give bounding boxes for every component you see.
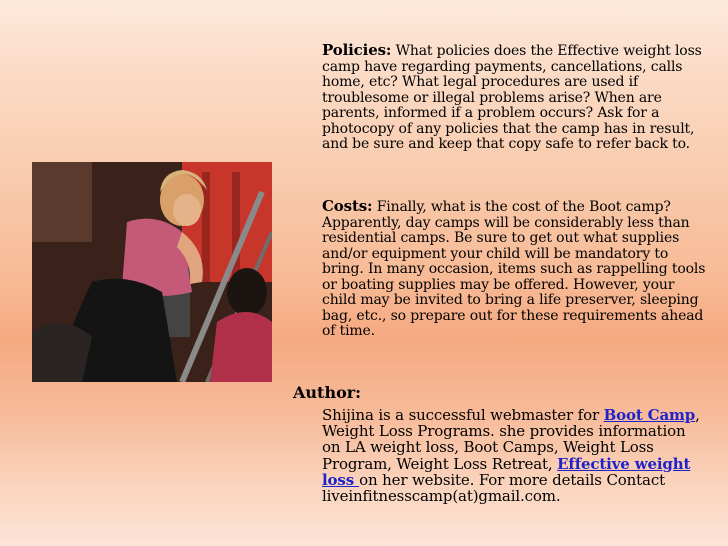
- author-text-2: , Weight Loss Programs. she provides information on LA weight loss, Boot Camps, Weight Loss Program, Weight Loss Retreat,: [322, 406, 700, 473]
- author-heading: Author:: [293, 383, 362, 402]
- author-paragraph: [322, 407, 707, 504]
- costs-text: Finally, what is the cost of the Boot camp? Apparently, day camps will be considerably less than residential camps. Be sure to get out what supplies and/or equipment your child will be mandatory to bring. In many occasion, items such as rappelling tools or boating supplies may be offered. However, your child may be invited to bring a life preserver, sleeping bag, etc., so prepare out for these requirements ahead of time.: [322, 199, 706, 339]
- costs-heading: Costs:: [322, 197, 373, 215]
- policies-heading: Policies:: [322, 41, 392, 59]
- costs-paragraph: [322, 199, 707, 340]
- boot-camp-link[interactable]: Boot Camp: [603, 406, 696, 424]
- gym-photo: [32, 162, 272, 382]
- author-text-3: on her website. For more details Contact liveinfitnesscamp(at)gmail.com.: [322, 470, 665, 506]
- policies-paragraph: [322, 43, 707, 153]
- gym-photo-image: [32, 162, 272, 382]
- effective-weight-loss-link[interactable]: Effective weight loss: [322, 454, 691, 489]
- policies-text: What policies does the Effective weight loss camp have regarding payments, cancellations, calls home, etc? What legal procedures are used if troublesome or illegal problems arise? When are parents, informed if a problem occurs? Ask for a photocopy of any policies that the camp has in result, and be sure and keep that copy safe to refer back to.: [322, 43, 702, 152]
- author-text-1: Shijina is a successful webmaster for: [322, 406, 604, 424]
